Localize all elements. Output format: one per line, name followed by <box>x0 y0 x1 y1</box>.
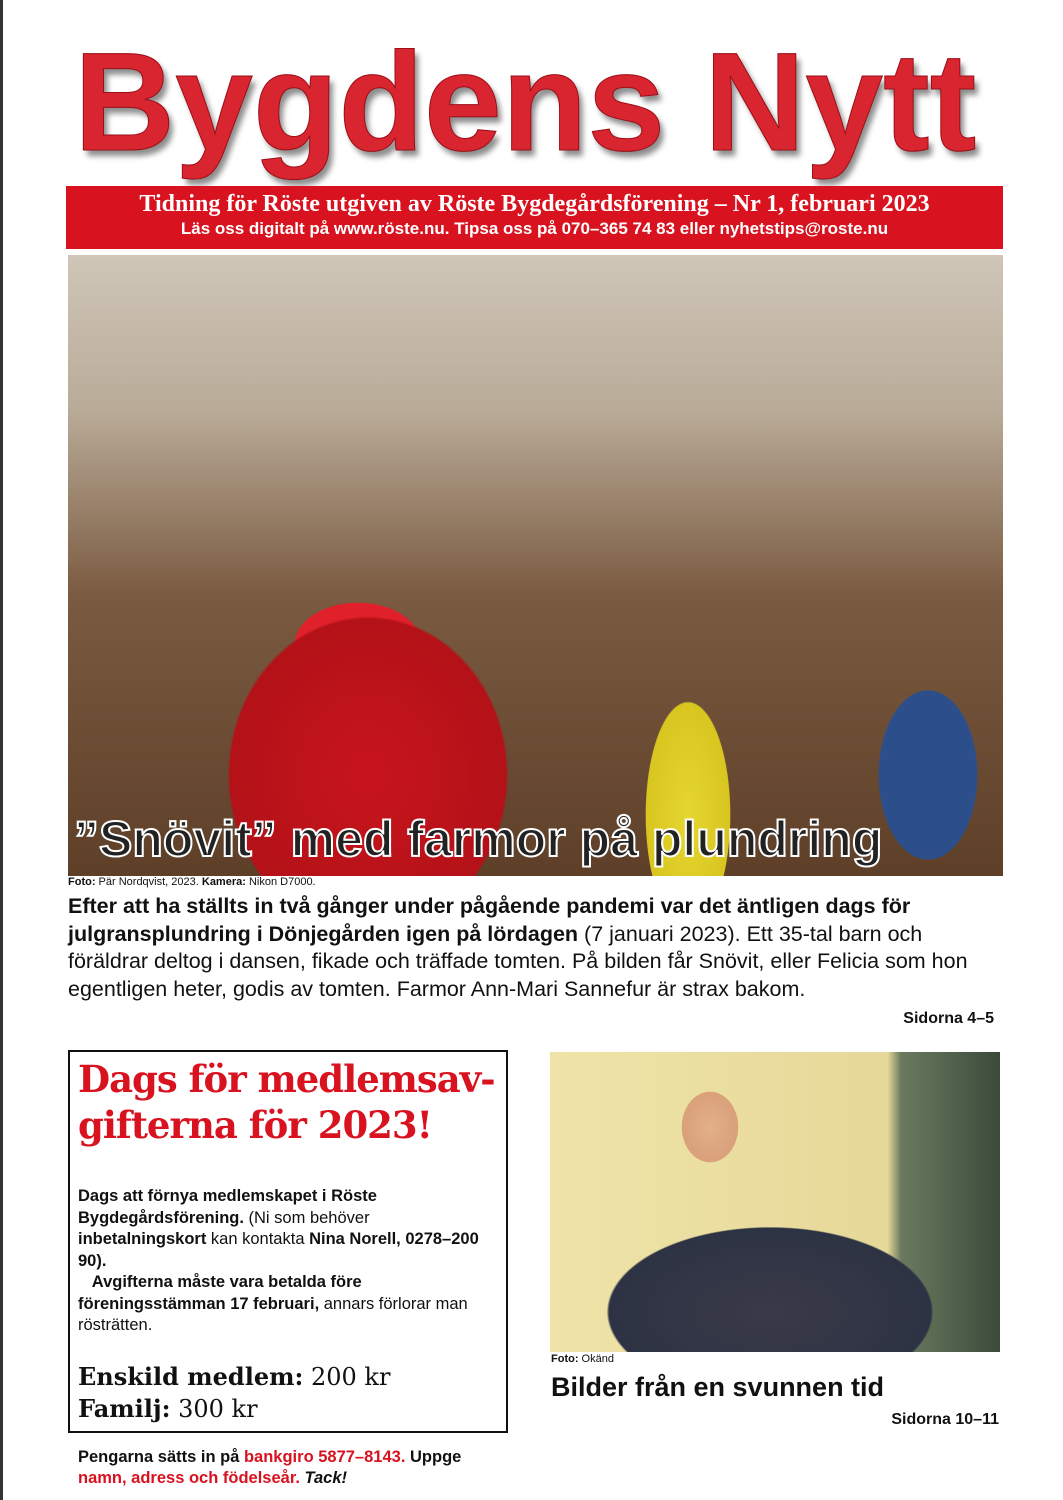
membership-heading: Dags för medlemsav-gifterna för 2023! <box>78 1057 495 1147</box>
text: Tack! <box>299 1469 347 1487</box>
banner-line-1: Tidning för Röste utgiven av Röste Bygdegårdsförening – Nr 1, februari 2023 <box>139 191 930 217</box>
lead-rest: (7 januari 2023). Ett 35-tal barn och föräldrar deltog i dansen, fikade och träffade tomten. På bilden får Snövit, eller Felicia som hon egentligen heter, godis av tomten. Farmor Ann-Mari Sannefur är strax bakom. <box>68 921 968 1001</box>
credit-label: Foto: <box>551 1353 579 1365</box>
photo-credit <box>551 1353 614 1365</box>
bankgiro: bankgiro 5877–8143. <box>243 1447 406 1466</box>
text: namn, adress och födelseår. <box>78 1469 300 1487</box>
historic-photo <box>550 1052 1000 1352</box>
text: Avgifterna måste vara betalda före föreningsstämman 17 februari, <box>78 1273 362 1313</box>
page-reference: Sidorna 10–11 <box>891 1411 999 1428</box>
text: (Ni som behöver <box>243 1208 370 1227</box>
text: Uppge <box>405 1447 462 1466</box>
lead-paragraph <box>68 893 1003 1003</box>
text: kan kontakta <box>206 1230 310 1248</box>
lead-bold: Efter att ha ställts in två gånger under pågående pandemi var det äntligen dags för julgransplundring i Dönjegården igen på lördagen <box>68 894 911 946</box>
text: Pengarna sätts in på <box>78 1447 244 1466</box>
text: inbetalningskort <box>78 1230 207 1248</box>
membership-box <box>68 1050 508 1487</box>
banner-line-2: Läs oss digitalt på www.röste.nu. Tipsa oss på 070–365 74 83 eller nyhetstips@roste.nu <box>180 219 889 238</box>
camera-value: Nikon D7000. <box>245 876 316 888</box>
price-list <box>78 1361 498 1425</box>
credit-value: Pär Nordqvist, 2023. <box>95 876 202 888</box>
main-photo <box>68 255 1003 876</box>
masthead-banner <box>66 186 1003 249</box>
text: Nina Norell, 0278–200 90). <box>78 1230 479 1270</box>
price-label: Enskild medlem: <box>78 1361 304 1391</box>
masthead-title: Bygdens Nytt <box>74 23 977 180</box>
text: Dags att förnya medlemskapet i Röste Bygdegårdsförening. <box>78 1187 377 1227</box>
credit-value: Okänd <box>578 1353 614 1365</box>
membership-body <box>78 1186 498 1337</box>
price-value: 300 kr <box>170 1394 258 1423</box>
story-headline: Bilder från en svunnen tid <box>551 1372 885 1402</box>
payment-info <box>78 1447 498 1490</box>
photo-credit <box>68 876 316 888</box>
price-family <box>78 1393 498 1425</box>
photo-headline: ”Snövit” med farmor på plundring <box>74 811 883 867</box>
text: annars förlorar man rösträtten. <box>78 1294 468 1334</box>
price-label: Familj: <box>78 1393 171 1423</box>
credit-label: Foto: <box>68 876 96 888</box>
page-edge <box>0 0 3 1500</box>
price-individual <box>78 1361 498 1393</box>
page-reference: Sidorna 4–5 <box>903 1010 994 1027</box>
price-value: 200 kr <box>303 1362 391 1391</box>
camera-label: Kamera: <box>201 876 246 888</box>
